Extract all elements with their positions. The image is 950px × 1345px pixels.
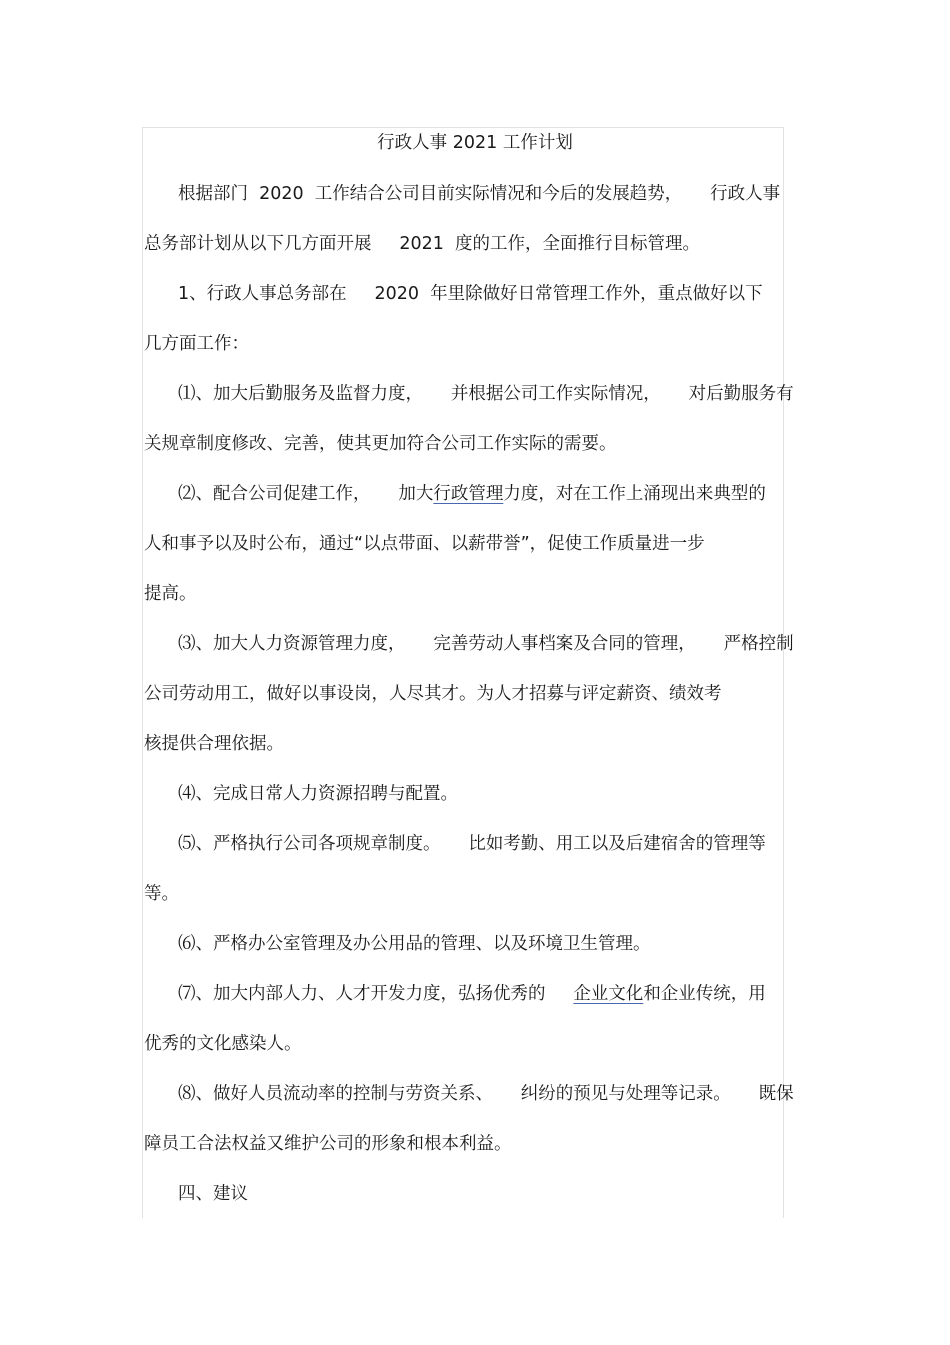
paragraph-line: 障员工合法权益又维护公司的形象和根本利益。 <box>144 1134 512 1154</box>
paragraph-line: 优秀的文化感染人。 <box>144 1034 302 1054</box>
paragraph-line: 人和事予以及时公布，通过“以点带面、以薪带誉”，促使工作质量进一步 <box>144 534 705 554</box>
paragraph-line: ⑷、完成日常人力资源招聘与配置。 <box>178 784 458 804</box>
text-segment: ⑺、加大内部人力、人才开发力度，弘扬优秀的 <box>178 984 574 1004</box>
paragraph-line: 1、行政人事总务部在 2020 年里除做好日常管理工作外，重点做好以下 <box>178 284 763 304</box>
paragraph-line <box>178 982 766 1006</box>
paragraph-line: 几方面工作： <box>144 334 249 354</box>
paragraph-line: 关规章制度修改、完善，使其更加符合公司工作实际的需要。 <box>144 434 617 454</box>
text-segment: 和企业传统，用 <box>643 984 766 1004</box>
paragraph-line: 等。 <box>144 884 179 904</box>
text-segment: ⑵、配合公司促建工作， 加大 <box>178 484 434 504</box>
paragraph-line: ⑻、做好人员流动率的控制与劳资关系、 纠纷的预见与处理等记录。 既保 <box>178 1084 794 1104</box>
document-title: 行政人事 2021 工作计划 <box>377 133 573 153</box>
paragraph-line: 总务部计划从以下几方面开展 2021 度的工作，全面推行目标管理。 <box>144 234 700 254</box>
link-xingzheng-guanli[interactable]: 行政管理 <box>433 484 504 504</box>
paragraph-line: 根据部门 2020 工作结合公司目前实际情况和今后的发展趋势， 行政人事 <box>178 184 781 204</box>
paragraph-line: ⑴、加大后勤服务及监督力度， 并根据公司工作实际情况， 对后勤服务有 <box>178 384 794 404</box>
paragraph-line: 核提供合理依据。 <box>144 734 284 754</box>
paragraph-line <box>178 482 766 506</box>
paragraph-line: ⑸、严格执行公司各项规章制度。 比如考勤、用工以及后建宿舍的管理等 <box>178 834 766 854</box>
paragraph-line: ⑹、严格办公室管理及办公用品的管理、以及环境卫生管理。 <box>178 934 651 954</box>
paragraph-line: ⑶、加大人力资源管理力度， 完善劳动人事档案及合同的管理， 严格控制 <box>178 634 794 654</box>
paragraph-line: 提高。 <box>144 584 197 604</box>
section-heading: 四、建议 <box>178 1184 248 1204</box>
text-segment: 力度，对在工作上涌现出来典型的 <box>503 484 766 504</box>
link-qiye-wenhua[interactable]: 企业文化 <box>573 984 644 1004</box>
paragraph-line: 公司劳动用工，做好以事设岗，人尽其才。为人才招募与评定薪资、绩效考 <box>144 684 722 704</box>
